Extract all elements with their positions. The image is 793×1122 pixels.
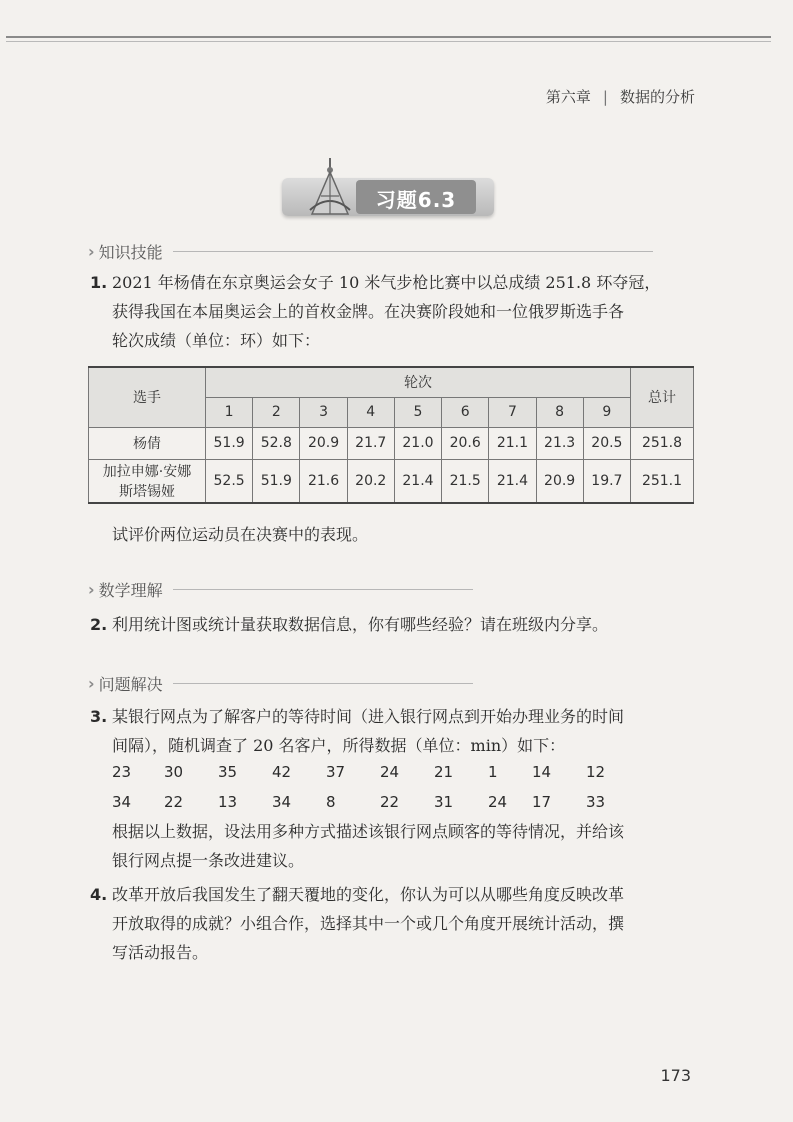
data-value: 37 bbox=[326, 763, 346, 781]
exercise-banner bbox=[282, 156, 494, 226]
data-value: 33 bbox=[586, 793, 606, 811]
data-value: 21 bbox=[434, 763, 454, 781]
top-rule-thin bbox=[6, 41, 771, 42]
round-header: 2 bbox=[253, 397, 300, 427]
header-separator: | bbox=[602, 88, 608, 106]
total-cell: 251.1 bbox=[631, 459, 694, 503]
section-rule bbox=[173, 589, 473, 590]
round-header: 4 bbox=[347, 397, 394, 427]
score-cell: 21.7 bbox=[347, 427, 394, 459]
score-cell: 20.5 bbox=[583, 427, 630, 459]
col-rounds-header: 轮次 bbox=[206, 367, 631, 397]
score-cell: 21.4 bbox=[394, 459, 441, 503]
question-number: 3. bbox=[90, 707, 108, 726]
section-title: 知识技能 bbox=[98, 243, 163, 262]
question-2 bbox=[90, 610, 700, 639]
score-cell: 19.7 bbox=[583, 459, 630, 503]
col-total-header: 总计 bbox=[631, 367, 694, 427]
score-cell: 21.4 bbox=[489, 459, 536, 503]
data-value: 30 bbox=[164, 763, 184, 781]
data-value: 23 bbox=[112, 763, 132, 781]
data-value: 13 bbox=[218, 793, 238, 811]
round-header: 7 bbox=[489, 397, 536, 427]
question-line: 开放取得的成就？小组合作，选择其中一个或几个角度开展统计活动，撰 bbox=[112, 914, 625, 933]
data-value: 42 bbox=[272, 763, 292, 781]
question-line: 根据以上数据，设法用多种方式描述该银行网点顾客的等待情况，并给该 bbox=[112, 822, 625, 841]
score-cell: 21.6 bbox=[300, 459, 347, 503]
data-value: 8 bbox=[326, 793, 336, 811]
page-number: 173 bbox=[660, 1066, 691, 1085]
score-cell: 51.9 bbox=[253, 459, 300, 503]
question-line: 银行网点提一条改进建议。 bbox=[112, 851, 305, 870]
question-line: 改革开放后我国发生了翻天覆地的变化，你认为可以从哪些角度反映改革 bbox=[112, 885, 625, 904]
question-3-prompt bbox=[90, 817, 700, 875]
chevron-right-icon: › bbox=[88, 242, 95, 261]
section-rule bbox=[173, 251, 653, 252]
score-table bbox=[88, 366, 694, 504]
score-cell: 51.9 bbox=[206, 427, 253, 459]
banner-title: 习题6.3 bbox=[375, 188, 457, 212]
question-4 bbox=[90, 880, 700, 967]
table-row bbox=[89, 459, 694, 503]
score-cell: 21.3 bbox=[536, 427, 583, 459]
question-1-prompt bbox=[90, 520, 700, 549]
question-1 bbox=[90, 268, 700, 355]
chapter-label: 第六章 bbox=[545, 88, 591, 106]
data-value: 34 bbox=[272, 793, 292, 811]
player-name bbox=[89, 459, 206, 503]
chevron-right-icon: › bbox=[88, 674, 95, 693]
round-header: 1 bbox=[206, 397, 253, 427]
data-value: 17 bbox=[532, 793, 552, 811]
question-number: 1. bbox=[90, 273, 108, 292]
data-value: 24 bbox=[488, 793, 508, 811]
score-cell: 20.2 bbox=[347, 459, 394, 503]
section-rule bbox=[173, 683, 473, 684]
round-header: 6 bbox=[442, 397, 489, 427]
table-row bbox=[89, 427, 694, 459]
question-line: 2021 年杨倩在东京奥运会女子 10 米气步枪比赛中以总成绩 251.8 环夺冠， bbox=[112, 273, 661, 292]
running-head bbox=[546, 86, 695, 107]
section-heading-skills bbox=[88, 240, 653, 263]
section-label: 数据的分析 bbox=[619, 88, 695, 106]
score-cell: 20.9 bbox=[536, 459, 583, 503]
col-player-header: 选手 bbox=[89, 367, 206, 427]
score-cell: 52.5 bbox=[206, 459, 253, 503]
section-title: 数学理解 bbox=[98, 581, 163, 600]
data-value: 31 bbox=[434, 793, 454, 811]
total-cell: 251.8 bbox=[631, 427, 694, 459]
section-heading-understanding bbox=[88, 578, 473, 601]
question-line: 利用统计图或统计量获取数据信息，你有哪些经验？请在班级内分享。 bbox=[112, 615, 609, 634]
section-title: 问题解决 bbox=[98, 675, 163, 694]
round-header: 3 bbox=[300, 397, 347, 427]
data-value: 1 bbox=[488, 763, 498, 781]
question-line: 某银行网点为了解客户的等待时间（进入银行网点到开始办理业务的时间 bbox=[112, 707, 625, 726]
question-line: 间隔），随机调查了 20 名客户，所得数据（单位：min）如下： bbox=[112, 736, 566, 755]
top-rule bbox=[6, 36, 771, 38]
data-value: 22 bbox=[164, 793, 184, 811]
question-line: 轮次成绩（单位：环）如下： bbox=[112, 331, 321, 350]
player-name-line: 斯塔锡娅 bbox=[119, 483, 175, 500]
round-header: 8 bbox=[536, 397, 583, 427]
question-3 bbox=[90, 702, 700, 760]
data-value: 34 bbox=[112, 793, 132, 811]
question-line: 写活动报告。 bbox=[112, 943, 209, 962]
score-cell: 21.1 bbox=[489, 427, 536, 459]
score-cell: 21.0 bbox=[394, 427, 441, 459]
round-header: 9 bbox=[583, 397, 630, 427]
round-header: 5 bbox=[394, 397, 441, 427]
score-cell: 20.9 bbox=[300, 427, 347, 459]
player-name: 杨倩 bbox=[89, 427, 206, 459]
score-cell: 52.8 bbox=[253, 427, 300, 459]
data-value: 22 bbox=[380, 793, 400, 811]
player-name-line: 加拉申娜·安娜 bbox=[102, 463, 192, 480]
compass-icon bbox=[304, 156, 356, 220]
data-value: 12 bbox=[586, 763, 606, 781]
data-value: 14 bbox=[532, 763, 552, 781]
score-cell: 20.6 bbox=[442, 427, 489, 459]
question-number: 2. bbox=[90, 615, 108, 634]
chevron-right-icon: › bbox=[88, 580, 95, 599]
question-line: 试评价两位运动员在决赛中的表现。 bbox=[112, 525, 369, 544]
question-line: 获得我国在本届奥运会上的首枚金牌。在决赛阶段她和一位俄罗斯选手各 bbox=[112, 302, 625, 321]
data-value: 24 bbox=[380, 763, 400, 781]
question-number: 4. bbox=[90, 885, 108, 904]
section-heading-problem-solving bbox=[88, 672, 473, 695]
score-cell: 21.5 bbox=[442, 459, 489, 503]
data-value: 35 bbox=[218, 763, 238, 781]
